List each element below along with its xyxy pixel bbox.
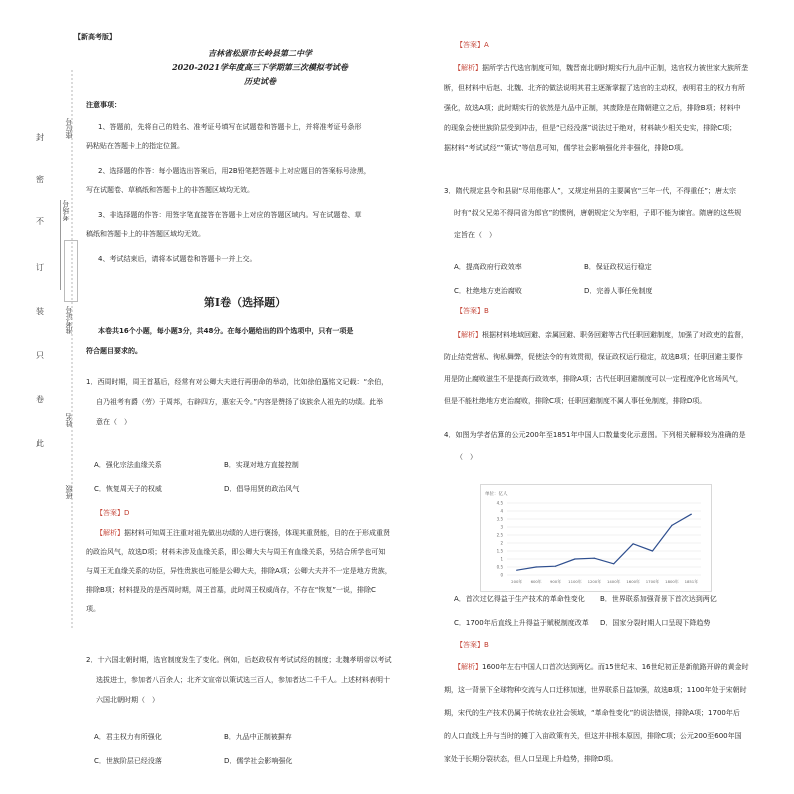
question-line: 1．西周时期，周王首墓后，经常有对公卿大夫进行再册命的举动，比如徐伯簋铭文记载：“余伯，: [86, 378, 389, 386]
note-line: 1、答题前，先将自己的姓名、准考证号填写在试题卷和答题卡上，并将准考证号条形: [98, 123, 362, 131]
chart-data-point: [671, 525, 672, 526]
chart-data-point: [594, 558, 595, 559]
chart-x-tick-label: 600年: [530, 579, 542, 584]
chart-y-tick-label: 0.5: [496, 564, 503, 570]
question-line: 2．十六国北朝时期，选官制度发生了变化。例如，后赵政权有考试试经的制度；北魏孝明帝以考试: [86, 656, 392, 664]
chart-y-tick-label: 1: [500, 556, 503, 562]
name-field[interactable]: 姓名: [65, 413, 73, 427]
q2-option-c[interactable]: C．世族阶层已经没落: [94, 757, 162, 765]
explanation-line: 但是不能杜绝地方吏治腐败，排除C项；任职回避制度不属人事任免制度，排除D项。: [444, 397, 707, 405]
explanation-line: 断，但材料中后赵、北魏、北齐的做法说明其君主逐渐掌握了选官的主动权，表明君主的权力有所: [444, 84, 745, 92]
question-3: [444, 180, 762, 246]
explanation-line: 据材料“考试试经”“策试”等信息可知，儒学社会影响强化并非强化，排除D项。: [444, 144, 688, 152]
chart-data-point: [516, 570, 517, 571]
paper-badge: 【新高考版】: [74, 33, 116, 41]
q2-option-d[interactable]: D．儒学社会影响强化: [224, 757, 293, 765]
chart-unit-label: 单位：亿人: [485, 492, 508, 497]
chart-x-tick-label: 1100年: [568, 579, 582, 584]
notes-heading: 注意事项：: [86, 101, 121, 109]
seat-number-field[interactable]: 座位号: [65, 118, 73, 139]
q1-explanation: 【解析】据材料可知周王注重对祖先做出功绩的人进行褒扬，体现其重贤能，目的在于形成重贤 的政治风气，故选D项；材料未涉及血缘关系，即公卿大夫与周王有血缘关系，另结合所学也可知 与周王无血缘关系的功臣，异性贵族也可能是公卿大夫，排除A项；公卿大夫并不一定是地方贵族， 排除B项；材料提及的是西周时期，周王首墓，此时周王权威尚存，不存在“恢复”一说，排除C 项。: [86, 524, 404, 619]
subject-title: 历史试卷: [244, 76, 276, 86]
question-4-line: 4．如图为学者估算的公元200年至1851年中国人口数量变化示意图。下列相关解释较为准确的是: [444, 431, 746, 439]
explanation-line: 排除B项；材料提及的是西周时期，周王首墓，此时周王权威尚存，不存在“恢复”一说，排除C: [86, 586, 376, 594]
explanation-line: 项。: [86, 605, 100, 613]
id-grid-box[interactable]: [64, 240, 78, 302]
q2-explanation: 【解析】据所学古代选官制度可知，魏晋南北朝时期实行九品中正制，选官权力被世家大族所垄 断，但材料中后赵、北魏、北齐的做法说明其君主逐渐掌握了选官的主动权，表明君主的权力有所 强化，故选A项；此时期实行的依然是九品中正制，其废除是在隋朝建立之后，排除B项；材料中 的现象会使世族阶层受到冲击，但是“已经没落”说法过于绝对，材料缺少相关史实，排除C项； 据材料“考试试经”“策试”等信息可知，儒学社会影响强化并非强化，排除D项。: [444, 58, 762, 158]
question-line: 定旨在（ ）: [454, 231, 496, 239]
chart-y-tick-label: 2: [500, 540, 503, 546]
explanation-line: 防止结党营私、徇私舞弊，促使法令的有效贯彻，保证政权运行稳定，故选B项；任职回避主要作: [444, 353, 743, 361]
explanation-tag: 【解析】: [96, 529, 124, 537]
notes-list: [86, 118, 404, 269]
question-1: [86, 372, 404, 432]
q4-explanation: 【解析】1600年左右中国人口首次达到两亿。而15世纪末、16世纪初正是新航路开辟的黄金时 期，这一背景下全球物种交流与人口迁移加速，世界联系日益加强，故选B项；1100年处于宋朝时 期，宋代的生产技术仍属于传统农业社会领域，“革命性变化”的说法错误，排除A项；1700年后 的人口直线上升与当时的摊丁入亩政策有关，但这并非根本原因，排除C项；公元200至600年国 家处于长期分裂状态，但人口呈现上升趋势，排除D项。: [444, 656, 762, 771]
chart-x-tick-label: 1800年: [665, 579, 679, 584]
note-line: 4、考试结束后，请将本试题卷和答题卡一并上交。: [98, 255, 257, 263]
binding-char: 封: [36, 133, 44, 142]
chart-x-tick-label: 1600年: [626, 579, 640, 584]
chart-y-tick-label: 2.5: [496, 532, 503, 538]
q2-option-b[interactable]: B．九品中正制被摒弃: [224, 733, 292, 741]
chart-series-line: [517, 514, 692, 570]
school-title: 吉林省松原市长岭县第二中学: [208, 48, 312, 58]
q1-option-b[interactable]: B．实现对地方直接控制: [224, 461, 299, 469]
q4-option-d[interactable]: D．国家分裂时期人口呈现下降趋势: [600, 619, 711, 627]
section-intro: 本卷共16个小题，每小题3分，共48分。在每小题给出的四个选项中，只有一项是: [98, 327, 354, 335]
explanation-line: 强化，故选A项；此时期实行的依然是九品中正制，其废除是在隋朝建立之后，排除B项；材料中: [444, 104, 741, 112]
binding-char: 此: [36, 439, 44, 448]
q4-option-b[interactable]: B．世界联系加强背景下首次达到两亿: [600, 595, 717, 603]
question-line: 意在（ ）: [96, 418, 131, 426]
chart-y-tick-label: 0: [500, 572, 503, 578]
question-4-line: （ ）: [456, 453, 477, 461]
note-line: 稿纸和答题卡上的非答题区域均无效。: [86, 230, 205, 238]
binding-char: 装: [36, 307, 44, 316]
admission-number-field[interactable]: 准考证号: [65, 306, 73, 334]
q1-option-c[interactable]: C．恢复周天子的权威: [94, 485, 162, 493]
chart-x-tick-label: 1700年: [645, 579, 660, 584]
explanation-line: 与周王无血缘关系的功臣，异性贵族也可能是公卿大夫，排除A项；公卿大夫并不一定是地方贵族，: [86, 567, 392, 575]
chart-data-point: [633, 543, 634, 544]
question-line: 选拔进士，参加者八百余人；北齐文宣帝以策试选三百人，参加者达二千千人。上述材料表明十: [96, 676, 390, 684]
chart-x-tick-label: 1851年: [684, 579, 699, 584]
question-line: 时有“叔父兄弟不得同省为郎官”的惯例，唐朝规定父为宰相，子即不能为谏官。隋唐的这些规: [454, 209, 742, 217]
explanation-line: 家处于长期分裂状态，但人口呈现上升趋势，排除D项。: [444, 755, 618, 763]
explanation-tag: 【解析】: [454, 331, 482, 339]
explanation-line: 期，宋代的生产技术仍属于传统农业社会领域，“革命性变化”的说法错误，排除A项；1700年后: [444, 709, 740, 717]
q3-option-b[interactable]: B．保证政权运行稳定: [584, 263, 652, 271]
explanation-tag: 【解析】: [454, 663, 482, 671]
question-line: 3．隋代规定县令和县尉“尽用他郡人”，又规定州县的主要属官“三年一代，不得重任”；唐太宗: [444, 187, 736, 195]
chart-data-point: [574, 558, 575, 559]
class-field[interactable]: 班级: [65, 485, 73, 499]
population-chart: [480, 484, 712, 592]
section-intro: 符合题目要求的。: [86, 347, 142, 355]
explanation-line: 的人口直线上升与当时的摊丁入亩政策有关，但这并非根本原因，排除C项；公元200至600年国: [444, 732, 742, 740]
q3-option-c[interactable]: C．杜绝地方吏治腐败: [454, 287, 522, 295]
q1-option-a[interactable]: A．强化宗法血缘关系: [94, 461, 162, 469]
chart-y-tick-label: 3: [500, 524, 503, 530]
term-title: 2020-2021学年度高三下学期第三次模拟考试卷: [172, 62, 348, 72]
chart-data-point: [555, 566, 556, 567]
chart-x-tick-label: 1200年: [587, 579, 602, 584]
note-line: 码粘贴在答题卡上的指定位置。: [86, 142, 184, 150]
chart-data-point: [536, 566, 537, 567]
q3-answer: 【答案】B: [456, 307, 489, 315]
binding-char: 订: [36, 263, 44, 272]
section-title: 第Ⅰ卷（选择题）: [203, 296, 287, 309]
chart-y-tick-label: 4.5: [496, 500, 503, 506]
exam-room-field[interactable]: 考场号: [60, 200, 79, 290]
binding-char: 只: [36, 351, 44, 360]
explanation-line: 的现象会使世族阶层受到冲击，但是“已经没落”说法过于绝对，材料缺少相关史实，排除C项；: [444, 124, 737, 132]
q2-answer: 【答案】A: [456, 41, 489, 49]
chart-x-tick-label: 1400年: [606, 579, 621, 584]
chart-data-point: [652, 550, 653, 551]
chart-data-point: [613, 563, 614, 564]
q4-answer: 【答案】B: [456, 641, 489, 649]
binding-char: 卷: [36, 395, 44, 404]
chart-x-tick-label: 200年: [511, 579, 523, 584]
population-chart-svg: [481, 485, 711, 591]
explanation-line: 期，这一背景下全球物种交流与人口迁移加速，世界联系日益加强，故选B项；1100年处于宋朝时: [444, 686, 747, 694]
q4-option-a[interactable]: A．首次过亿得益于生产技术的革命性变化: [454, 595, 585, 603]
q1-option-d[interactable]: D．倡导用贤的政治风气: [224, 485, 300, 493]
question-2: [86, 650, 404, 710]
chart-y-tick-label: 4: [500, 508, 503, 514]
q1-answer: 【答案】D: [96, 509, 130, 517]
note-line: 3、非选择题的作答：用签字笔直接答在答题卡上对应的答题区域内。写在试题卷、草: [98, 211, 362, 219]
question-line: 自乃祖考有爵（劳）于周邦，右辟四方，惠宏天令。”内容是赞扬了该族余人祖先的功绩。此举: [96, 398, 384, 406]
chart-y-tick-label: 3.5: [496, 516, 503, 522]
explanation-line: 的政治风气，故选D项；材料未涉及血缘关系，即公卿大夫与周王有血缘关系，另结合所学也可知: [86, 548, 386, 556]
chart-y-tick-label: 1.5: [496, 548, 503, 554]
q3-option-a[interactable]: A．提高政府行政效率: [454, 263, 522, 271]
explanation-line: 用是防止腐败滋生不是提高行政效率，排除A项；古代任职回避制度可以一定程度净化官场风气，: [444, 375, 743, 383]
question-line: 六国北朝时期（ ）: [96, 696, 159, 704]
note-line: 写在试题卷、草稿纸和答题卡上的非答题区域均无效。: [86, 186, 254, 194]
q3-explanation: 【解析】根据材料地域回避、亲属回避、职务回避等古代任职回避制度，加强了对政吏的监督， 防止结党营私、徇私舞弊，促使法令的有效贯彻，保证政权运行稳定，故选B项；任职回避主要作 用是防止腐败滋生不是提高行政效率，排除A项；古代任职回避制度可以一定程度净化官场风气， 但是不能杜绝地方吏治腐败，排除C项；任职回避制度不属人事任免制度，排除D项。: [444, 324, 762, 412]
chart-data-point: [691, 514, 692, 515]
binding-char: 不: [36, 217, 44, 226]
q4-option-c[interactable]: C．1700年后直线上升得益于赋税制度改革: [454, 619, 589, 627]
chart-x-tick-label: 900年: [549, 579, 562, 584]
explanation-tag: 【解析】: [454, 64, 482, 72]
binding-char: 密: [36, 175, 44, 184]
q2-option-a[interactable]: A．君主权力有所强化: [94, 733, 162, 741]
note-line: 2、选择题的作答：每小题选出答案后，用2B铅笔把答题卡上对应题目的答案标号涂黑，: [98, 167, 371, 175]
q3-option-d[interactable]: D．完善人事任免制度: [584, 287, 653, 295]
